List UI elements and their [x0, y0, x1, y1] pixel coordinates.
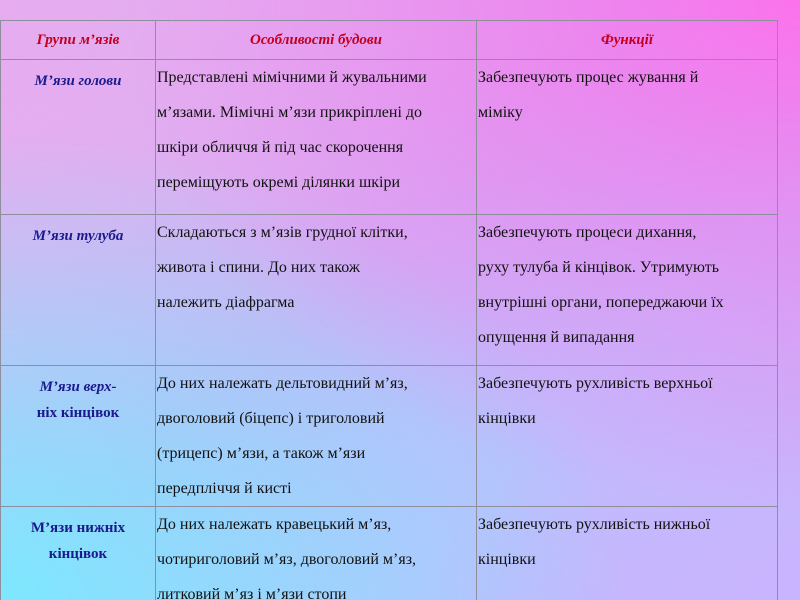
structure-line: шкіри обличчя й під час скорочення	[157, 139, 404, 156]
group-label: М’язи нижніх	[30, 520, 126, 536]
function-line: Забезпечують процеси дихання,	[478, 224, 697, 241]
structure-line: переміщують окремі ділянки шкіри	[157, 174, 401, 191]
group-cell-upper-limbs	[1, 366, 156, 507]
table-row	[1, 215, 778, 366]
structure-line: Складаються з м’язів грудної клітки,	[157, 224, 408, 241]
function-cell	[477, 366, 778, 507]
group-cell-trunk	[1, 215, 156, 366]
structure-cell	[156, 215, 477, 366]
structure-cell	[156, 507, 477, 600]
table-row	[1, 60, 778, 215]
function-line: кінцівки	[478, 410, 536, 427]
structure-line: двоголовий (біцепс) і триголовий	[157, 410, 385, 427]
group-cell-lower-limbs	[1, 507, 156, 600]
header-muscle-groups: Групи м’язів	[1, 21, 156, 60]
table-row	[1, 507, 778, 600]
function-line: Забезпечують процес жування й	[478, 69, 699, 86]
group-label: М’язи голови	[34, 73, 122, 89]
function-cell	[477, 215, 778, 366]
structure-line: живота і спини. До них також	[157, 259, 360, 276]
structure-line: литковий м’яз і м’язи стопи	[157, 586, 347, 600]
header-structure-features: Особливості будови	[156, 21, 477, 60]
structure-line: До них належать дельтовидний м’яз,	[157, 375, 408, 392]
structure-line: належить діафрагма	[157, 294, 295, 311]
function-line: Забезпечують рухливість верхньої	[478, 375, 713, 392]
structure-cell	[156, 60, 477, 215]
structure-line: чотириголовий м’яз, двоголовий м’яз,	[157, 551, 417, 568]
group-label: ніх кінцівок	[36, 405, 120, 421]
function-line: опущення й випадання	[478, 329, 635, 346]
function-line: міміку	[478, 104, 523, 121]
function-cell	[477, 60, 778, 215]
structure-line: До них належать кравецький м’яз,	[157, 516, 392, 533]
function-cell	[477, 507, 778, 600]
group-cell-head	[1, 60, 156, 215]
table-row	[1, 366, 778, 507]
structure-line: Представлені мімічними й жувальними	[157, 69, 427, 86]
group-label: М’язи тулуба	[32, 228, 124, 244]
function-line: кінцівки	[478, 551, 536, 568]
function-line: Забезпечують рухливість нижньої	[478, 516, 711, 533]
function-line: руху тулуба й кінцівок. Утримують	[478, 259, 720, 276]
muscle-groups-table	[0, 20, 778, 600]
structure-line: (трицепс) м’язи, а також м’язи	[157, 445, 366, 462]
function-line: внутрішні органи, попереджаючи їх	[478, 294, 724, 311]
structure-line: м’язами. Мімічні м’язи прикріплені до	[157, 104, 423, 121]
structure-cell	[156, 366, 477, 507]
structure-line: передпліччя й кисті	[157, 480, 292, 497]
group-label: М’язи верх-	[39, 379, 117, 395]
group-label: кінцівок	[48, 546, 108, 562]
header-functions: Функції	[477, 21, 778, 60]
table-header-row	[1, 21, 778, 60]
